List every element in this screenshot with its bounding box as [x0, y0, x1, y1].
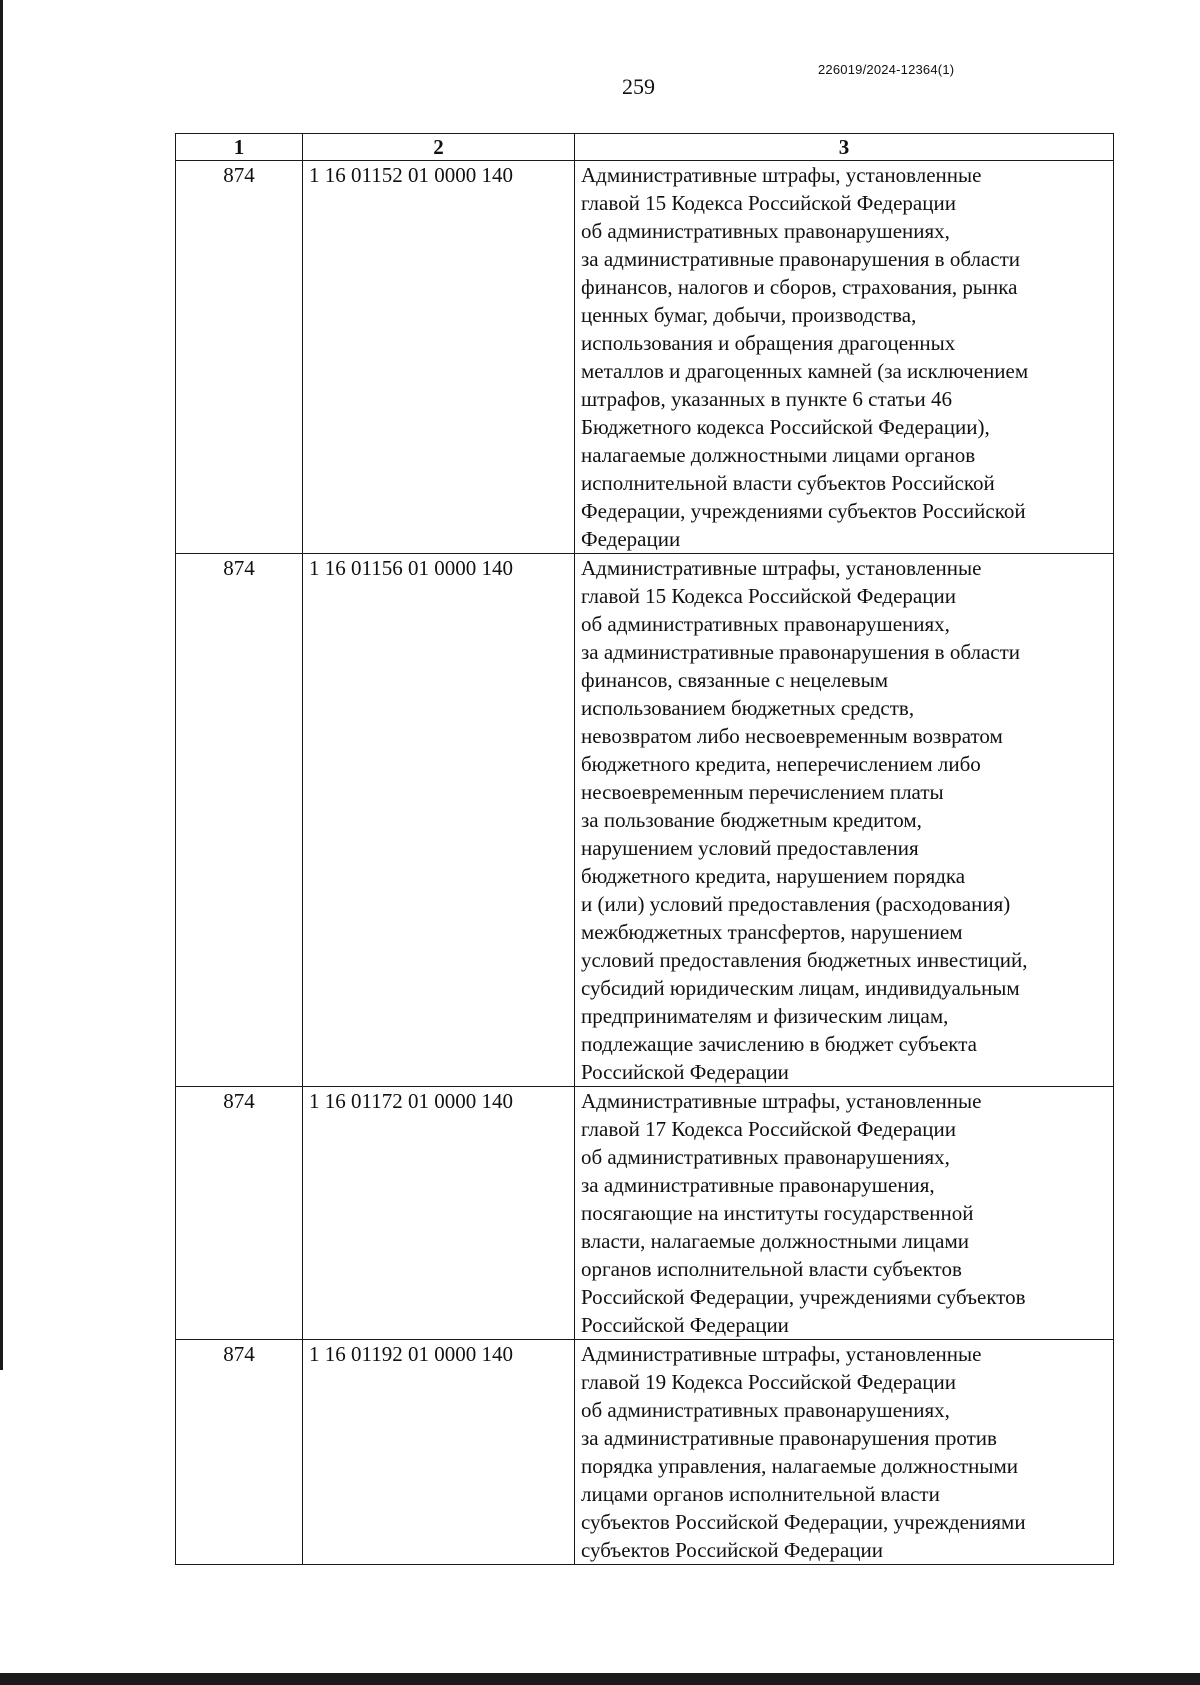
description-cell: [575, 554, 1114, 1087]
description-line: финансов, налогов и сборов, страхования, рынка: [581, 275, 1018, 299]
description-line: Административные штрафы, установленные: [581, 1089, 982, 1113]
description-line: финансов, связанные с нецелевым: [581, 668, 889, 692]
description-line: межбюджетных трансфертов, нарушением: [581, 920, 963, 944]
description-line: Федерации: [581, 527, 681, 551]
table-row: [176, 1340, 1114, 1565]
admin-code-cell: 874: [176, 554, 303, 1087]
description-line: Бюджетного кодекса Российской Федерации),: [581, 415, 990, 439]
description-line: субъектов Российской Федерации, учреждениями: [581, 1510, 1026, 1534]
table-row: [176, 1087, 1114, 1340]
description-line: посягающие на институты государственной: [581, 1201, 974, 1225]
description-cell: [575, 161, 1114, 554]
description-line: об административных правонарушениях,: [581, 219, 950, 243]
table-body: [176, 161, 1114, 1565]
admin-code-cell: 874: [176, 1340, 303, 1565]
description-line: порядка управления, налагаемые должностными: [581, 1454, 1018, 1478]
table-row: [176, 554, 1114, 1087]
description-line: несвоевременным перечислением платы: [581, 780, 944, 804]
column-header-2: 2: [303, 134, 575, 161]
description-line: подлежащие зачислению в бюджет субъекта: [581, 1032, 977, 1056]
description-line: бюджетного кредита, нарушением порядка: [581, 864, 966, 888]
description-line: использования и обращения драгоценных: [581, 331, 956, 355]
description-line: главой 15 Кодекса Российской Федерации: [581, 584, 956, 608]
description-line: органов исполнительной власти субъектов: [581, 1257, 962, 1281]
description-line: исполнительной власти субъектов Российской: [581, 471, 995, 495]
description-line: Административные штрафы, установленные: [581, 163, 982, 187]
budget-classification-code-cell: 1 16 01156 01 0000 140: [303, 554, 575, 1087]
description-line: за административные правонарушения против: [581, 1426, 997, 1450]
description-line: за административные правонарушения в области: [581, 640, 1021, 664]
document-id: 226019/2024-12364(1): [818, 62, 955, 77]
table-header-row: [176, 134, 1114, 161]
income-codes-table: [175, 133, 1114, 1565]
admin-code-cell: 874: [176, 1087, 303, 1340]
page-number: 259: [622, 74, 655, 99]
description-line: об административных правонарушениях,: [581, 612, 950, 636]
description-line: за пользование бюджетным кредитом,: [581, 808, 922, 832]
description-line: лицами органов исполнительной власти: [581, 1482, 940, 1506]
description-line: штрафов, указанных в пункте 6 статьи 46: [581, 387, 952, 411]
description-line: об административных правонарушениях,: [581, 1398, 950, 1422]
description-cell: [575, 1340, 1114, 1565]
description-line: об административных правонарушениях,: [581, 1145, 950, 1169]
description-line: бюджетного кредита, неперечислением либо: [581, 752, 981, 776]
budget-classification-code-cell: 1 16 01152 01 0000 140: [303, 161, 575, 554]
description-line: и (или) условий предоставления (расходования): [581, 892, 1011, 916]
description-line: Российской Федерации: [581, 1313, 789, 1337]
scan-border-left: [0, 0, 3, 1370]
budget-classification-code-cell: 1 16 01192 01 0000 140: [303, 1340, 575, 1565]
description-line: Административные штрафы, установленные: [581, 556, 982, 580]
scan-border-bottom: [0, 1673, 1200, 1685]
description-line: невозвратом либо несвоевременным возвратом: [581, 724, 1003, 748]
description-line: субъектов Российской Федерации: [581, 1538, 884, 1562]
description-line: за административные правонарушения,: [581, 1173, 935, 1197]
description-line: металлов и драгоценных камней (за исключением: [581, 359, 1029, 383]
description-line: условий предоставления бюджетных инвестиций,: [581, 948, 1028, 972]
description-line: главой 15 Кодекса Российской Федерации: [581, 191, 956, 215]
budget-classification-code-cell: 1 16 01172 01 0000 140: [303, 1087, 575, 1340]
description-line: использованием бюджетных средств,: [581, 696, 915, 720]
description-line: субсидий юридическим лицам, индивидуальным: [581, 976, 1020, 1000]
admin-code-cell: 874: [176, 161, 303, 554]
description-line: главой 19 Кодекса Российской Федерации: [581, 1370, 956, 1394]
description-line: ценных бумаг, добычи, производства,: [581, 303, 917, 327]
description-line: предпринимателям и физическим лицам,: [581, 1004, 949, 1028]
description-line: власти, налагаемые должностными лицами: [581, 1229, 970, 1253]
column-header-3: 3: [575, 134, 1114, 161]
description-line: Административные штрафы, установленные: [581, 1342, 982, 1366]
description-line: Российской Федерации, учреждениями субъектов: [581, 1285, 1026, 1309]
column-header-1: 1: [176, 134, 303, 161]
description-cell: [575, 1087, 1114, 1340]
description-line: за административные правонарушения в области: [581, 247, 1021, 271]
description-line: нарушением условий предоставления: [581, 836, 919, 860]
table-row: [176, 161, 1114, 554]
description-line: главой 17 Кодекса Российской Федерации: [581, 1117, 956, 1141]
description-line: налагаемые должностными лицами органов: [581, 443, 976, 467]
description-line: Федерации, учреждениями субъектов Российской: [581, 499, 1026, 523]
description-line: Российской Федерации: [581, 1060, 789, 1084]
